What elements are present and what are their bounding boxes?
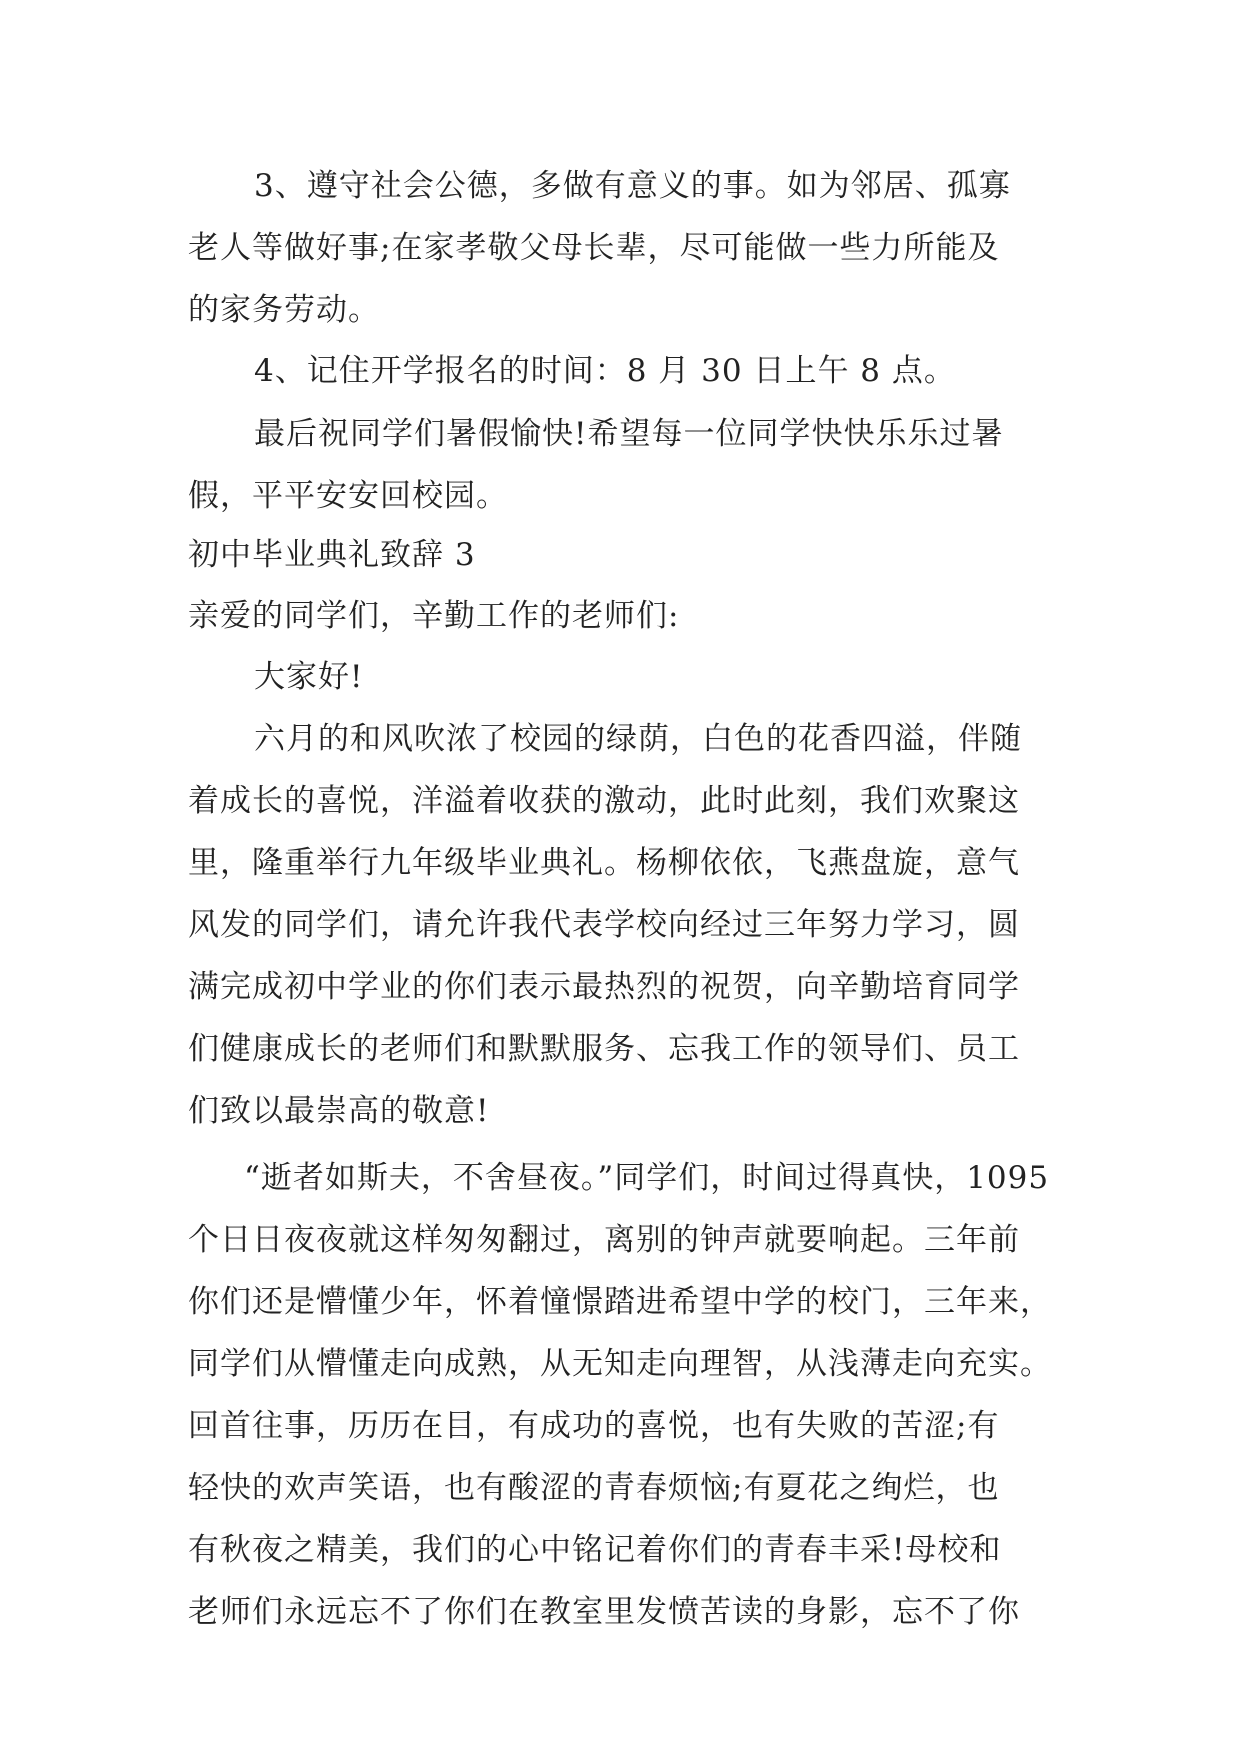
paragraph-line: 六月的和风吹浓了校园的绿荫，白色的花香四溢，伴随 <box>254 721 1022 757</box>
paragraph-line: 4、记住开学报名的时间：8 月 30 日上午 8 点。 <box>254 353 956 389</box>
paragraph-line: 个日日夜夜就这样匆匆翻过，离别的钟声就要响起。三年前 <box>188 1222 1020 1258</box>
paragraph-line: 们健康成长的老师们和默默服务、忘我工作的领导们、员工 <box>188 1031 1020 1067</box>
paragraph-line: 轻快的欢声笑语，也有酸涩的青春烦恼;有夏花之绚烂，也 <box>188 1470 1000 1506</box>
paragraph-line: 的家务劳动。 <box>188 292 380 328</box>
paragraph-line: 最后祝同学们暑假愉快!希望每一位同学快快乐乐过暑 <box>254 416 1004 452</box>
paragraph-line: 们致以最崇高的敬意! <box>188 1093 490 1129</box>
paragraph-line: 满完成初中学业的你们表示最热烈的祝贺，向辛勤培育同学 <box>188 969 1020 1005</box>
paragraph-line: 老人等做好事;在家孝敬父母长辈，尽可能做一些力所能及 <box>188 230 1000 266</box>
paragraph-line: “逝者如斯夫，不舍昼夜。”同学们，时间过得真快，1095 <box>244 1160 1050 1196</box>
paragraph-line: 同学们从懵懂走向成熟，从无知走向理智，从浅薄走向充实。 <box>188 1346 1052 1382</box>
paragraph-line: 假，平平安安回校园。 <box>188 478 508 514</box>
paragraph-line: 你们还是懵懂少年，怀着憧憬踏进希望中学的校门，三年来， <box>188 1284 1052 1320</box>
paragraph-line: 有秋夜之精美，我们的心中铭记着你们的青春丰采!母校和 <box>188 1532 1002 1568</box>
paragraph-line: 3、遵守社会公德，多做有意义的事。如为邻居、孤寡 <box>254 168 1011 204</box>
paragraph-line: 着成长的喜悦，洋溢着收获的激动，此时此刻，我们欢聚这 <box>188 783 1020 819</box>
greeting: 大家好! <box>254 659 364 695</box>
paragraph-line: 里，隆重举行九年级毕业典礼。杨柳依依，飞燕盘旋，意气 <box>188 845 1020 881</box>
salutation: 亲爱的同学们，辛勤工作的老师们: <box>188 598 680 634</box>
paragraph-line: 老师们永远忘不了你们在教室里发愤苦读的身影，忘不了你 <box>188 1594 1020 1630</box>
section-heading: 初中毕业典礼致辞 3 <box>188 537 476 573</box>
paragraph-line: 风发的同学们，请允许我代表学校向经过三年努力学习，圆 <box>188 907 1020 943</box>
paragraph-line: 回首往事，历历在目，有成功的喜悦，也有失败的苦涩;有 <box>188 1408 1000 1444</box>
